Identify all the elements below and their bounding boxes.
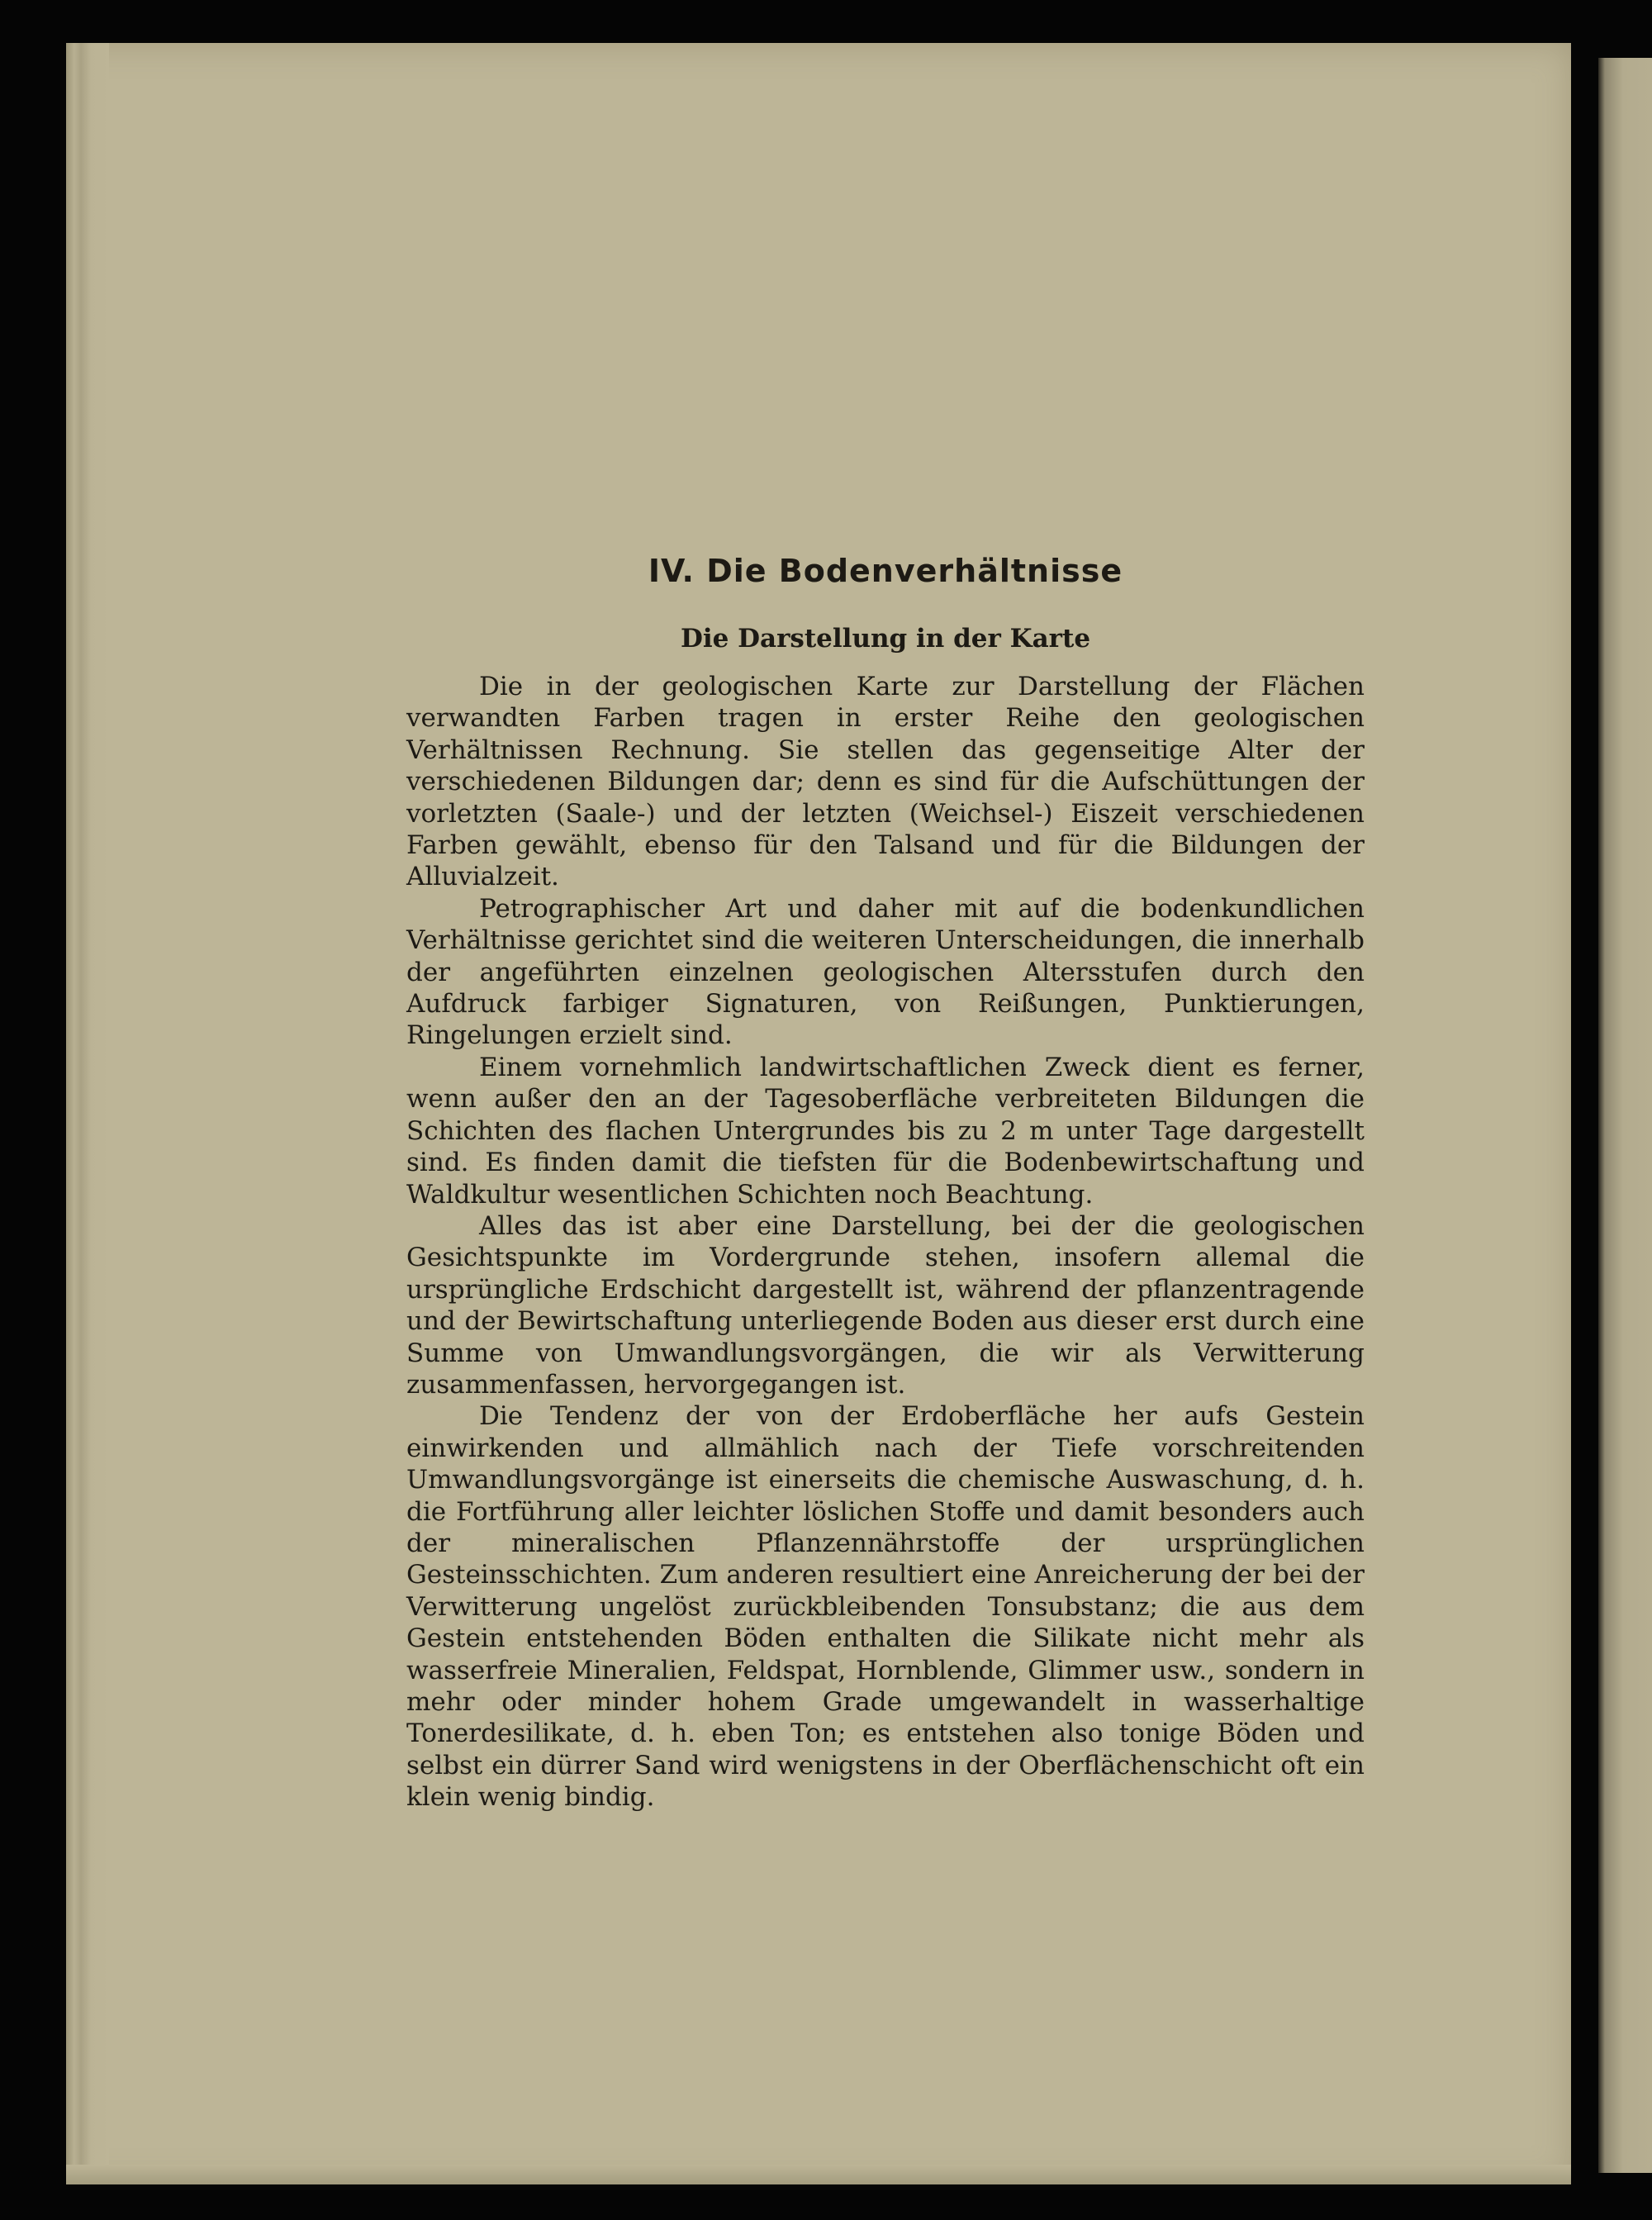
paragraph-4: Alles das ist aber eine Darstellung, bei der die geologischen Gesichtspunkte im Vordergrunde stehen, insofern allemal die ursprüngliche Erdschicht dargestellt ist, während der pflanzentragende und der Bewirtschaftung unterliegende Boden aus dieser erst durch eine Summe von Umwandlungsvorgängen, die wir als Verwitterung zusammenfassen, hervorgegangen ist. — [406, 1210, 1365, 1400]
page-binding-edge — [66, 43, 109, 2184]
paragraph-1: Die in der geologischen Karte zur Darstellung der Flächen verwandten Farben tragen in erster Reihe den geologischen Verhältnissen Rechnung. Sie stellen das gegenseitige Alter der verschiedenen Bildungen dar; denn es sind für die Aufschüttungen der vorletzten (Saale-) und der letzten (Weichsel-) Eiszeit verschiedenen Farben gewählt, ebenso für den Talsand und für die Bildungen der Alluvialzeit. — [406, 672, 1365, 892]
paragraph-2: Petrographischer Art und daher mit auf die bodenkundlichen Verhältnisse gerichtet sind die weiteren Unterscheidungen, die innerhalb der angeführten einzelnen geologischen Altersstufen durch den Aufdruck farbiger Signaturen, von Reißungen, Punktierungen, Ringelungen erzielt sind. — [406, 893, 1365, 1051]
adjacent-page-edge — [1598, 58, 1652, 2173]
page-text-block — [406, 552, 1365, 1814]
section-heading: Die Darstellung in der Karte — [680, 624, 1091, 654]
chapter-heading: IV. Die Bodenverhältnisse — [648, 553, 1123, 589]
paragraph-3: Einem vornehmlich landwirtschaftlichen Zweck dient es ferner, wenn außer den an der Tagesoberfläche verbreiteten Bildungen die Schichten des flachen Untergrundes bis zu 2 m unter Tage dargestellt sind. Es finden damit die tiefsten für die Bodenbewirtschaftung und Waldkultur wesentlichen Schichten noch Beachtung. — [406, 1052, 1365, 1210]
paragraph-5: Die Tendenz der von der Erdoberfläche her aufs Gestein einwirkenden und allmählich nach der Tiefe vorschreitenden Umwandlungsvorgänge ist einerseits die chemische Auswaschung, d. h. die Fortführung aller leichter löslichen Stoffe und damit besonders auch der mineralischen Pflanzennährstoffe der ursprünglichen Gesteinsschichten. Zum anderen resultiert eine Anreicherung der bei der Verwitterung ungelöst zurückbleibenden Tonsubstanz; die aus dem Gestein entstehenden Böden enthalten die Silikate nicht mehr als wasserfreie Mineralien, Feldspat, Hornblende, Glimmer usw., sondern in mehr oder minder hohem Grade umgewandelt in wasserhaltige Tonerdesilikate, d. h. eben Ton; es entstehen also tonige Böden und selbst ein dürrer Sand wird wenigstens in der Oberflächenschicht oft ein klein wenig bindig. — [406, 1401, 1365, 1813]
page-bottom-edge — [66, 2165, 1571, 2184]
